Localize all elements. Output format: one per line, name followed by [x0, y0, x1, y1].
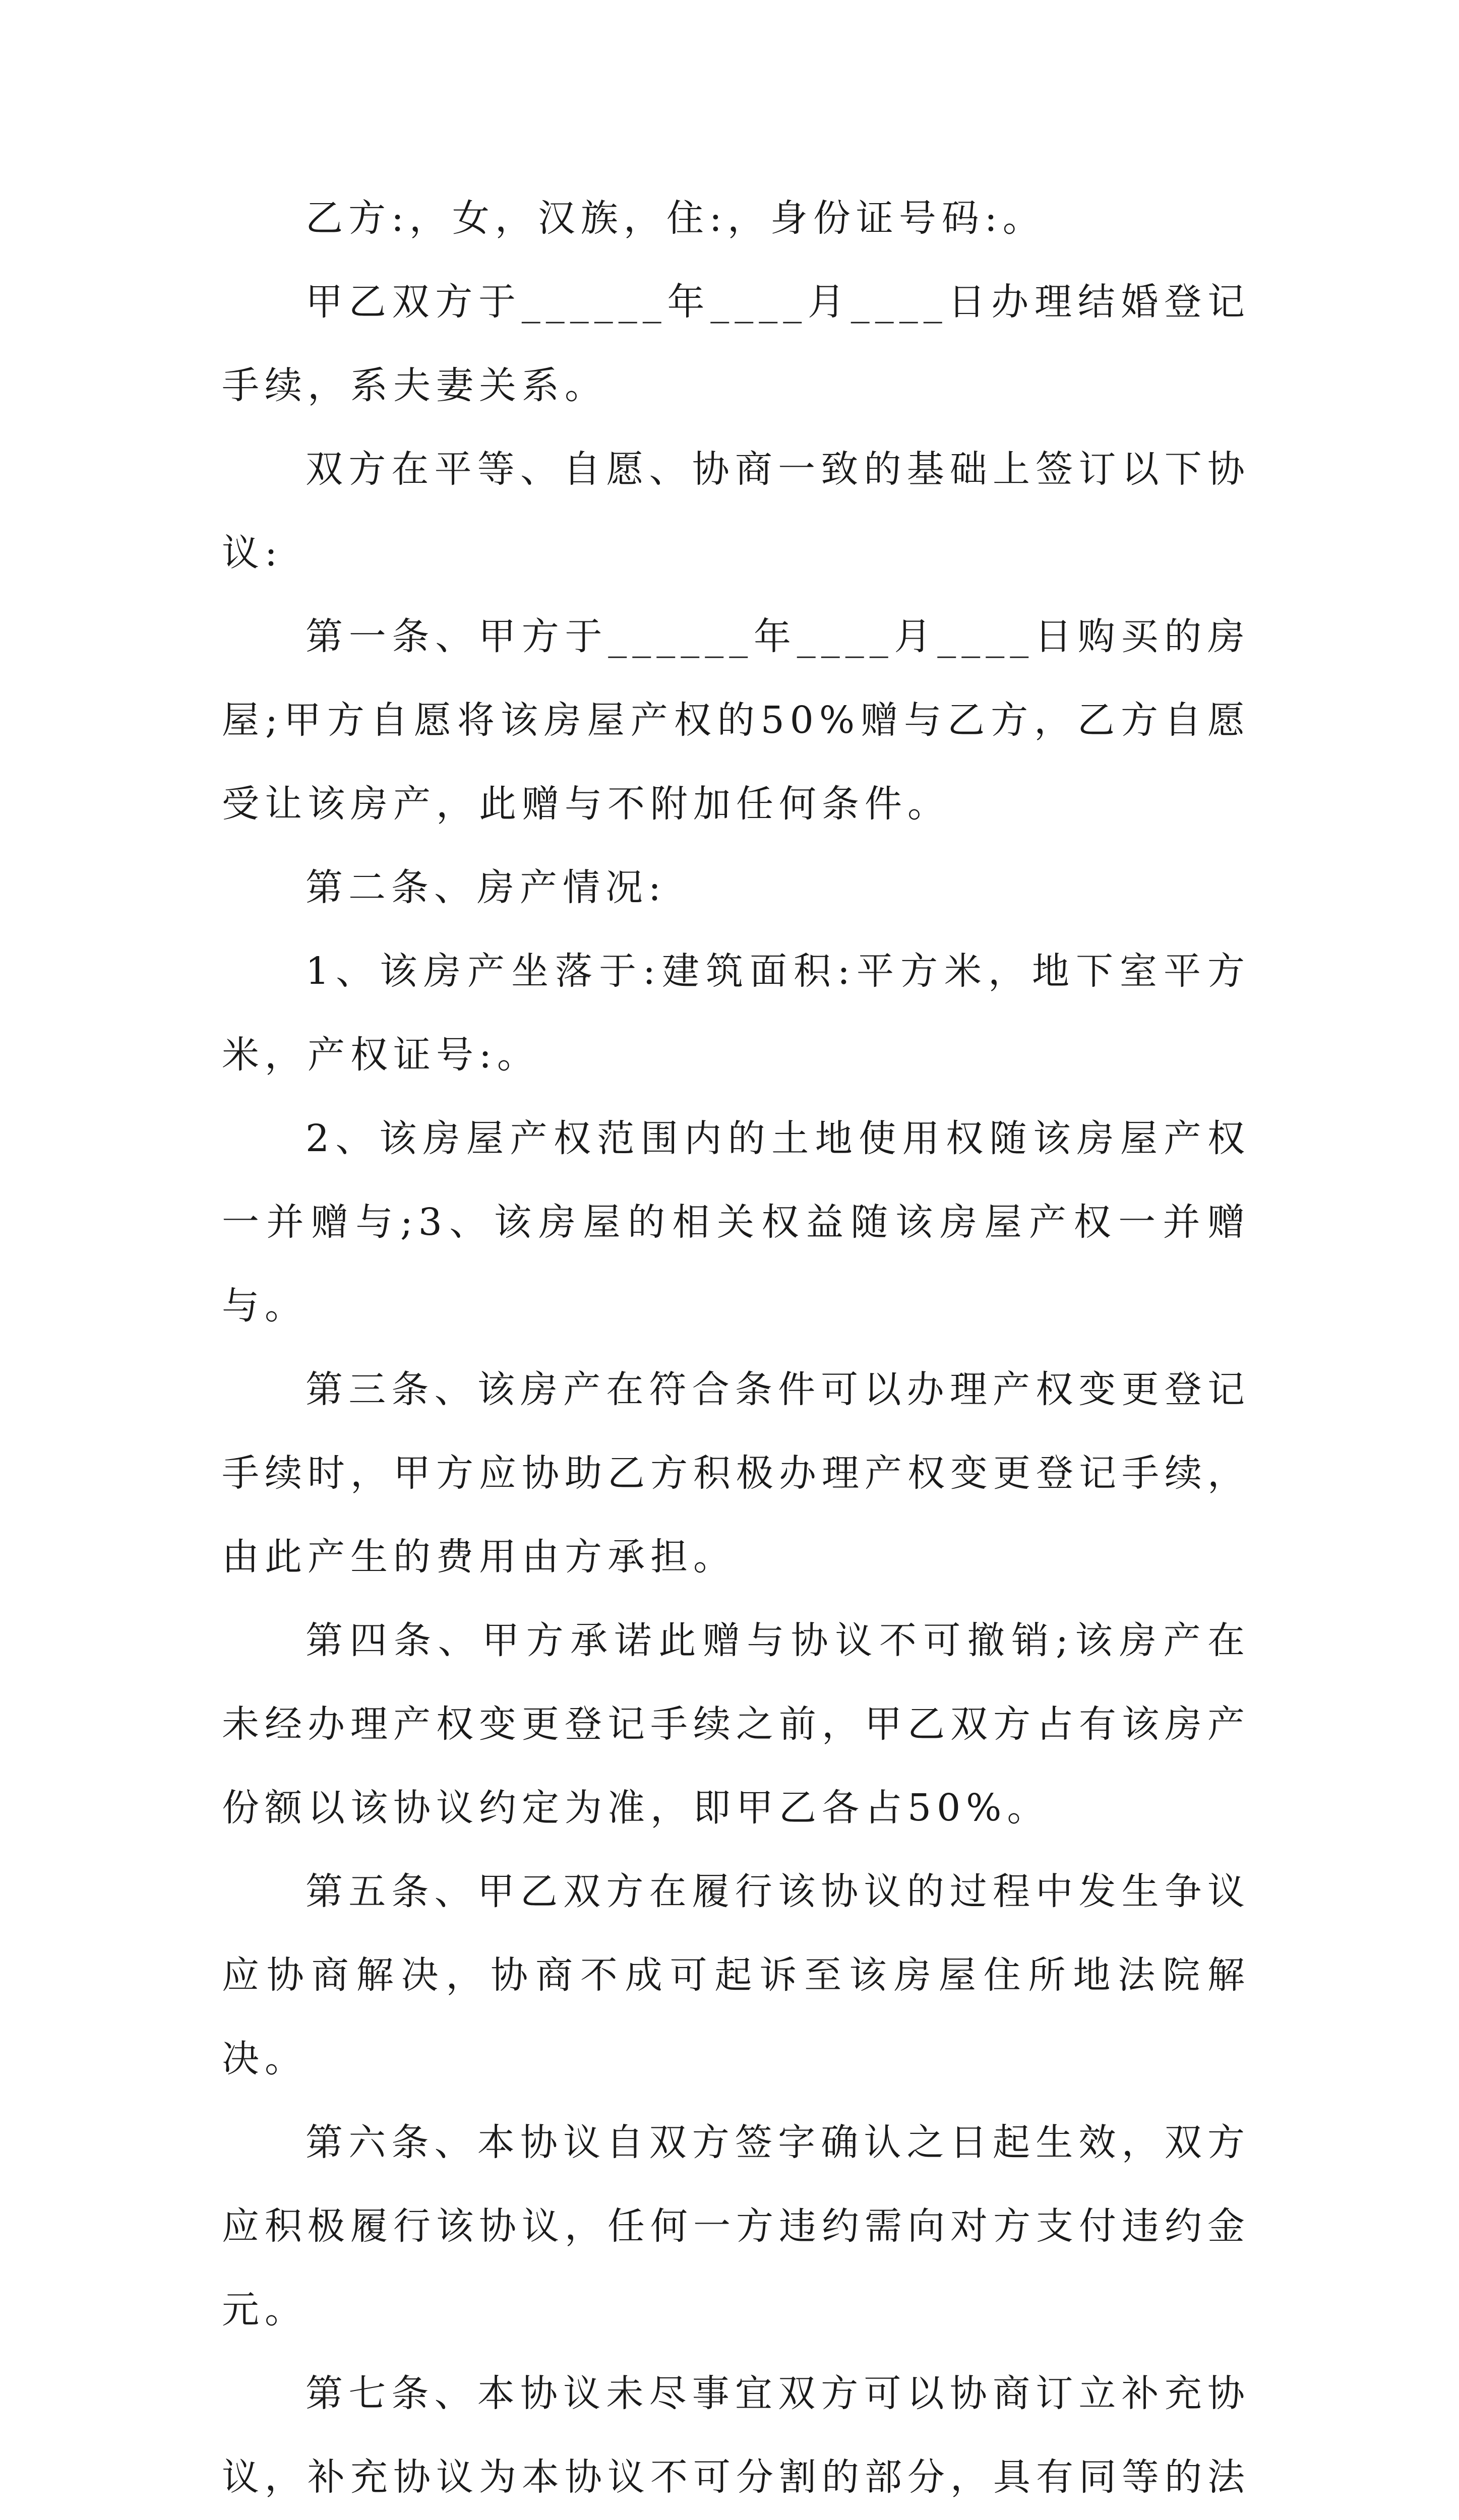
- paragraph-article-4: 第四条、甲方承诺此赠与协议不可撤销;该房产在未经办理产权变更登记手续之前，甲乙双方占有该房产份额以该协议约定为准，即甲乙各占50%。: [222, 1619, 1250, 1830]
- paragraph-article-2-heading: 第二条、房产情况:: [306, 866, 666, 909]
- paragraph-agreement-basis: 双方在平等、自愿、协商一致的基础上签订以下协议:: [222, 448, 1250, 575]
- paragraph-article-2-item-2-3: 2、该房屋产权范围内的土地使用权随该房屋产权一并赠与;3、该房屋的相关权益随该房屋产权一并赠与。: [222, 1117, 1250, 1328]
- paragraph-marriage-registration: 甲乙双方于______年____月____日办理结婚登记手续，系夫妻关系。: [222, 280, 1250, 407]
- paragraph-article-6: 第六条、本协议自双方签字确认之日起生效，双方应积极履行该协议，任何一方违约需向对方支付违约金元。: [222, 2121, 1250, 2332]
- paragraph-article-3: 第三条、该房产在符合条件可以办理产权变更登记手续时，甲方应协助乙方积极办理产权变更登记手续，由此产生的费用由方承担。: [222, 1368, 1250, 1579]
- paragraph-article-1: 第一条、甲方于______年____月____日购买的房屋;甲方自愿将该房屋产权的50%赠与乙方，乙方自愿受让该房产，此赠与不附加任何条件。: [222, 615, 1250, 826]
- document-body: [222, 176, 1250, 2520]
- paragraph-article-2-item-1: 1、该房产坐落于:建筑面积:平方米，地下室平方米，产权证号:。: [222, 950, 1250, 1077]
- paragraph-article-7: 第七条、本协议未尽事宜双方可以协商订立补充协议，补充协议为本协议不可分割的部分，具有同等的法: [222, 2372, 1250, 2499]
- paragraph-article-5: 第五条、甲乙双方在履行该协议的过程中发生争议应协商解决，协商不成可起诉至该房屋住所地法院解决。: [222, 1870, 1250, 2081]
- paragraph-party-b: 乙方:，女，汉族，住:，身份证号码:。: [306, 197, 1046, 240]
